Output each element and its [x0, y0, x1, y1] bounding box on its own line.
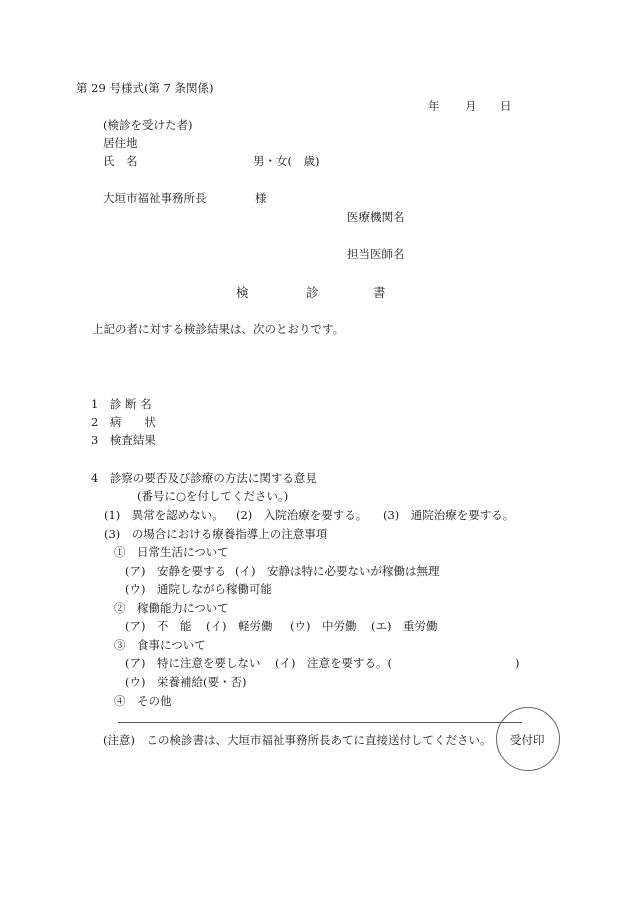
intro-text: 上記の者に対する検診結果は、次のとおりです。 [92, 322, 345, 336]
diet-option-b: (イ) 注意を要する。( [275, 656, 392, 670]
work-ability-option-a: (ア) 不 能 [125, 619, 192, 633]
footer-note: (注意) この検診書は、大垣市福祉事務所長あてに直接送付してください。 [103, 733, 492, 747]
option-3-heading: (3) の場合における療養指導上の注意事項 [104, 527, 328, 541]
date-day-label: 日 [500, 99, 512, 113]
doctor-label: 担当医師名 [347, 247, 405, 261]
option-1: (1) 異常を認めない。 [104, 508, 224, 522]
item-diagnosis: 1 診 断 名 [91, 397, 152, 411]
daily-life-option-c: (ウ) 通院しながら稼働可能 [125, 582, 272, 596]
other-heading: ④ その他 [114, 694, 172, 708]
daily-life-heading: ① 日常生活について [114, 545, 229, 559]
title-char-3: 書 [373, 285, 386, 300]
option-2: (2) 入院治療を要する。 [236, 508, 368, 522]
work-ability-heading: ② 稼働能力について [114, 601, 229, 615]
work-ability-option-b: (イ) 軽労働 [206, 619, 273, 633]
item-test-results: 3 検査結果 [91, 433, 156, 447]
date-month-label: 月 [465, 99, 477, 113]
daily-life-option-a: (ア) 安静を要する [125, 564, 226, 578]
work-ability-option-c: (ウ) 中労働 [290, 619, 357, 633]
title-char-1: 検 [236, 285, 249, 300]
form-number: 第 29 号様式(第 7 条関係) [76, 81, 214, 95]
examinee-heading: (検診を受けた者) [103, 118, 193, 132]
institution-label: 医療機関名 [347, 210, 405, 224]
diet-heading: ③ 食事について [114, 638, 206, 652]
item-condition: 2 病 状 [91, 415, 156, 429]
item-opinion-note: (番号に○を付してください。) [137, 489, 289, 503]
daily-life-option-b: (イ) 安静は特に必要ないが稼働は無理 [235, 564, 440, 578]
diet-option-a: (ア) 特に注意を要しない [125, 656, 261, 670]
diet-option-b-close: ) [515, 656, 520, 670]
divider [118, 722, 522, 723]
addressee: 大垣市福祉事務所長 [103, 191, 207, 205]
title-char-2: 診 [306, 285, 319, 300]
diet-option-c: (ウ) 栄養補給(要・否) [125, 675, 247, 689]
address-label: 居住地 [103, 136, 138, 150]
reception-stamp-label: 受付印 [510, 733, 545, 747]
date-year-label: 年 [428, 99, 440, 113]
addressee-honorific: 様 [255, 191, 267, 205]
name-label: 氏 名 [103, 154, 138, 168]
item-opinion: 4 診察の要否及び診療の方法に関する意見 [91, 471, 317, 485]
work-ability-option-d: (エ) 重労働 [371, 619, 438, 633]
option-3: (3) 通院治療を要する。 [383, 508, 515, 522]
sex-age-label: 男・女( 歳) [253, 154, 320, 168]
